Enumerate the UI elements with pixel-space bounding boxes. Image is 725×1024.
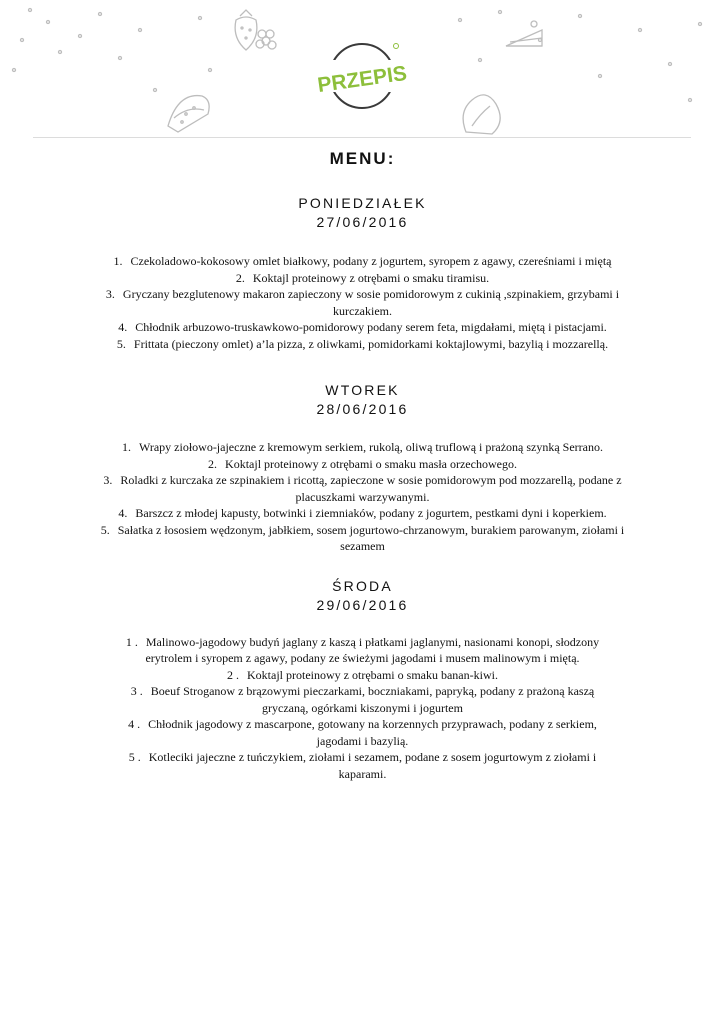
list-item: 1. Wrapy ziołowo-jajeczne z kremowym serkiem, rukolą, oliwą truflową i prażoną szynką Serrano. <box>121 440 603 454</box>
list-item: 4 . Chłodnik jagodowy z mascarpone, gotowany na korzennych przyprawach, podany z serkiem, jagodami i bazylią. <box>128 717 597 748</box>
list-item: 3 . Boeuf Stroganow z brązowymi pieczarkami, boczniakami, papryką, podany z prażoną kaszą gryczaną, ogórkami kiszonymi i jogurtem <box>130 684 595 715</box>
list-item: 5. Sałatka z łososiem wędzonym, jabłkiem, sosem jogurtowo-chrzanowym, burakiem parowanym, ziołami i sezamem <box>100 522 625 553</box>
day-date: 27/06/2016 <box>316 214 409 230</box>
list-item: 2. Koktajl proteinowy z otrębami o smaku masła orzechowego. <box>208 456 517 471</box>
day-name: ŚRODA <box>332 577 393 594</box>
strawberry-icon <box>235 10 257 50</box>
list-item: 3. Roladki z kurczaka ze szpinakiem i ricottą, zapieczone w sosie pomidorowym pod mozzarellą, podane z placuszkami warzywanymi. <box>103 473 622 504</box>
list-item: 5 . Kotleciki jajeczne z tuńczykiem, ziołami i sezamem, podane z sosem jogurtowym z ziołami i kaparami. <box>128 750 597 781</box>
food-doodles-decoration <box>0 0 725 138</box>
przepis-logo <box>316 44 408 109</box>
day-name: WTOREK <box>325 382 400 398</box>
menu-list <box>0 439 725 555</box>
menu-list <box>0 253 725 352</box>
sandwich-icon <box>168 96 209 132</box>
svg-text:PRZEPIS: PRZEPIS <box>316 61 409 98</box>
list-item: 4. Chłodnik arbuzowo-truskawkowo-pomidorowy podany serem feta, migdałami, miętą i pistacjami. <box>118 320 607 334</box>
day-name: PONIEDZIAŁEK <box>298 195 427 211</box>
list-item: 1 . Malinowo-jagodowy budyń jaglany z kaszą i płatkami jaglanymi, nasionami konopi, słodzony erytrolem i syropem z agawy, podany ze świeżymi jagodami i musem malinowym i miętą. <box>125 634 600 665</box>
list-item: 4. Barszcz z młodej kapusty, botwinki i ziemniaków, podany z jogurtem, pestkami dyni i koperkiem. <box>118 506 607 520</box>
list-item: 2 . Koktajl proteinowy z otrębami o smaku banan-kiwi. <box>227 667 498 682</box>
menu-content <box>0 148 725 782</box>
day-date: 28/06/2016 <box>316 401 409 417</box>
dots-pattern-icon <box>13 9 212 92</box>
header-divider <box>33 137 691 138</box>
list-item: 1. Czekoladowo-kokosowy omlet białkowy, podany z jogurtem, syropem z agawy, czereśniami i miętą <box>113 254 612 268</box>
lettuce-icon <box>463 95 500 134</box>
cake-slice-icon <box>506 21 542 46</box>
header-banner <box>0 0 725 138</box>
day-date: 29/06/2016 <box>316 596 409 613</box>
grapes-icon <box>256 30 276 49</box>
dots-pattern-icon <box>459 11 702 102</box>
list-item: 3. Gryczany bezglutenowy makaron zapieczony w sosie pomidorowym z cukinią ,szpinakiem, grzybami i kurczakiem. <box>105 287 620 318</box>
page-title: MENU: <box>329 149 396 168</box>
list-item: 5. Frittata (pieczony omlet) a’la pizza, z oliwkami, pomidorkami koktajlowymi, bazylią i mozzarellą. <box>116 336 609 351</box>
list-item: 2. Koktajl proteinowy z otrębami o smaku tiramisu. <box>235 270 490 285</box>
menu-list <box>0 634 725 783</box>
